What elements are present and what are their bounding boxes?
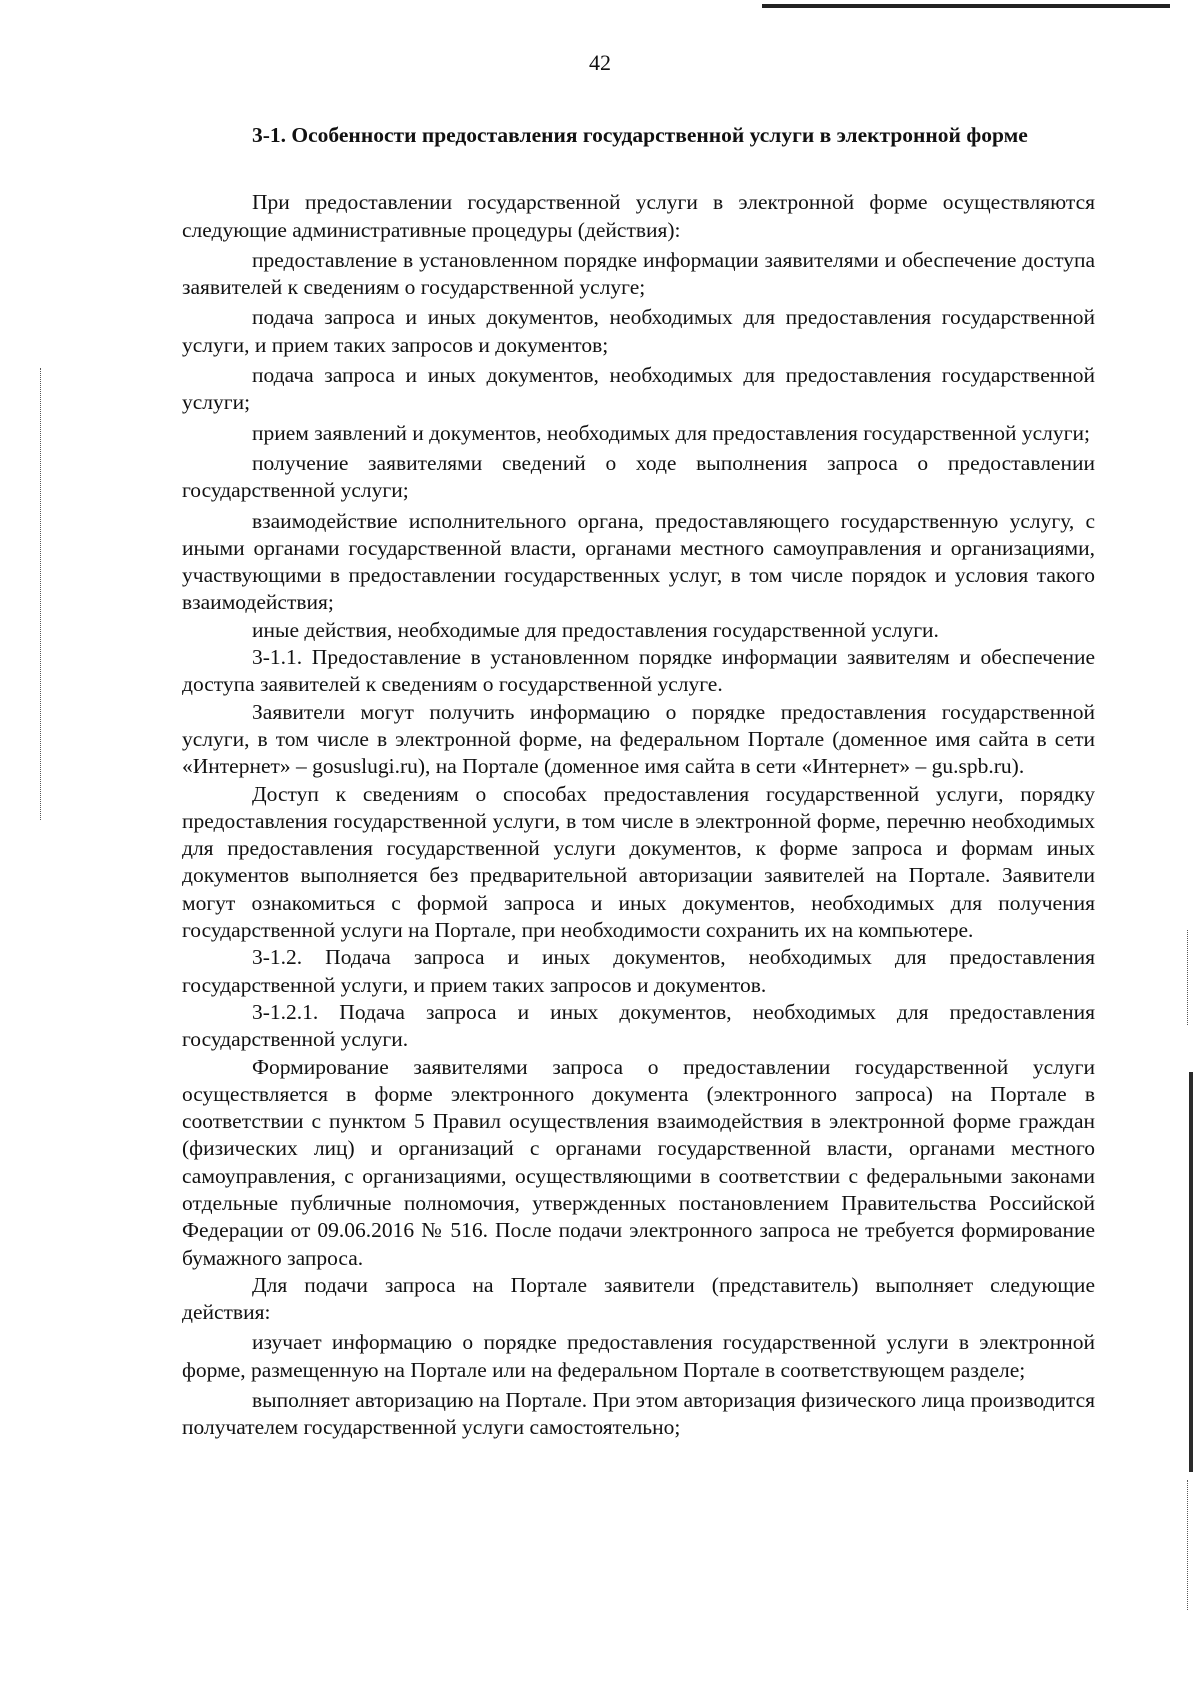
paragraph-item-other-actions: иные действия, необходимые для предоставления государственной услуги. [252, 617, 939, 642]
paragraph-intro: При предоставлении государственной услуги в электронной форме осуществляются следующие административные процедуры (действия): [182, 190, 1095, 242]
paragraph-item-interaction: взаимодействие исполнительного органа, предоставляющего государственную услугу, с иными органами государственной власти, органами местного самоуправления и организациями, участвующими в предоставлении государственных услуг, в том числе порядок и условия такого взаимодействия; [182, 508, 1095, 615]
paragraph-portals: Заявители могут получить информацию о порядке предоставления государственной услуги, в том числе в электронной форме, на федеральном Портале (доменное имя сайта в сети «Интернет» – gosuslugi.ru), на Портале (доменное имя сайта в сети «Интернет» – gu.spb.ru). [182, 699, 1095, 779]
section-heading: 3-1. Особенности предоставления государственной услуги в электронной форме [252, 123, 1028, 147]
right-margin-scan-mark-2 [1187, 1480, 1188, 1610]
paragraph-subsection-3-1-1: 3-1.1. Предоставление в установленном порядке информации заявителям и обеспечение доступа заявителей к сведениям о государственной услуге. [182, 645, 1095, 697]
paragraph-item-status: получение заявителями сведений о ходе выполнения запроса о предоставлении государственной услуги; [182, 450, 1095, 503]
document-body [182, 122, 1095, 1442]
paragraph-access: Доступ к сведениям о способах предоставления государственной услуги, порядку предоставления государственной услуги, в том числе в электронной форме, перечню необходимых для предоставления государственной услуги документов, к форме запроса и формам иных документов выполняется без предварительной авторизации заявителей на Портале. Заявители могут ознакомиться с формой запроса и иных документов, необходимых для получения государственной услуги на Портале, при необходимости сохранить их на компьютере. [182, 781, 1095, 943]
top-scan-rule [762, 4, 1170, 8]
paragraph-portal-actions: Для подачи запроса на Портале заявители (представитель) выполняет следующие действия: [182, 1272, 1095, 1325]
paragraph-step-authorization: выполняет авторизацию на Портале. При этом авторизация физического лица производится получателем государственной услуги самостоятельно; [182, 1388, 1095, 1440]
paragraph-item-information: предоставление в установленном порядке информации заявителями и обеспечение доступа заявителей к сведениям о государственной услуге; [182, 247, 1095, 300]
right-margin-scan-mark-1 [1187, 930, 1188, 1025]
right-margin-scan-bar [1189, 1072, 1193, 1472]
page-number: 42 [589, 50, 611, 75]
paragraph-item-submission: подача запроса и иных документов, необходимых для предоставления государственной услуги; [182, 363, 1095, 415]
paragraph-subsection-3-1-2-1: 3-1.2.1. Подача запроса и иных документов, необходимых для предоставления государственной услуги. [182, 999, 1095, 1052]
left-margin-scan-mark [40, 368, 41, 820]
paragraph-subsection-3-1-2: 3-1.2. Подача запроса и иных документов, необходимых для предоставления государственной услуги, и прием таких запросов и документов. [182, 945, 1095, 997]
paragraph-request-formation: Формирование заявителями запроса о предоставлении государственной услуги осуществляется в форме электронного документа (электронного запроса) на Портале в соответствии с пунктом 5 Правил осуществления взаимодействия в электронной форме граждан (физических лиц) и организаций с органами государственной власти, органами местного самоуправления, с организациями, осуществляющими в соответствии с федеральными законами отдельные публичные полномочия, утвержденных постановлением Правительства Российской Федерации от 09.06.2016 № 516. После подачи электронного запроса не требуется формирование бумажного запроса. [182, 1054, 1095, 1270]
paragraph-item-submission-acceptance: подача запроса и иных документов, необходимых для предоставления государственной услуги, и прием таких запросов и документов; [182, 305, 1095, 357]
paragraph-step-study: изучает информацию о порядке предоставления государственной услуги в электронной форме, размещенную на Портале или на федеральном Портале в соответствующем разделе; [182, 1330, 1095, 1382]
paragraph-item-acceptance: прием заявлений и документов, необходимых для предоставления государственной услуги; [252, 420, 1090, 445]
